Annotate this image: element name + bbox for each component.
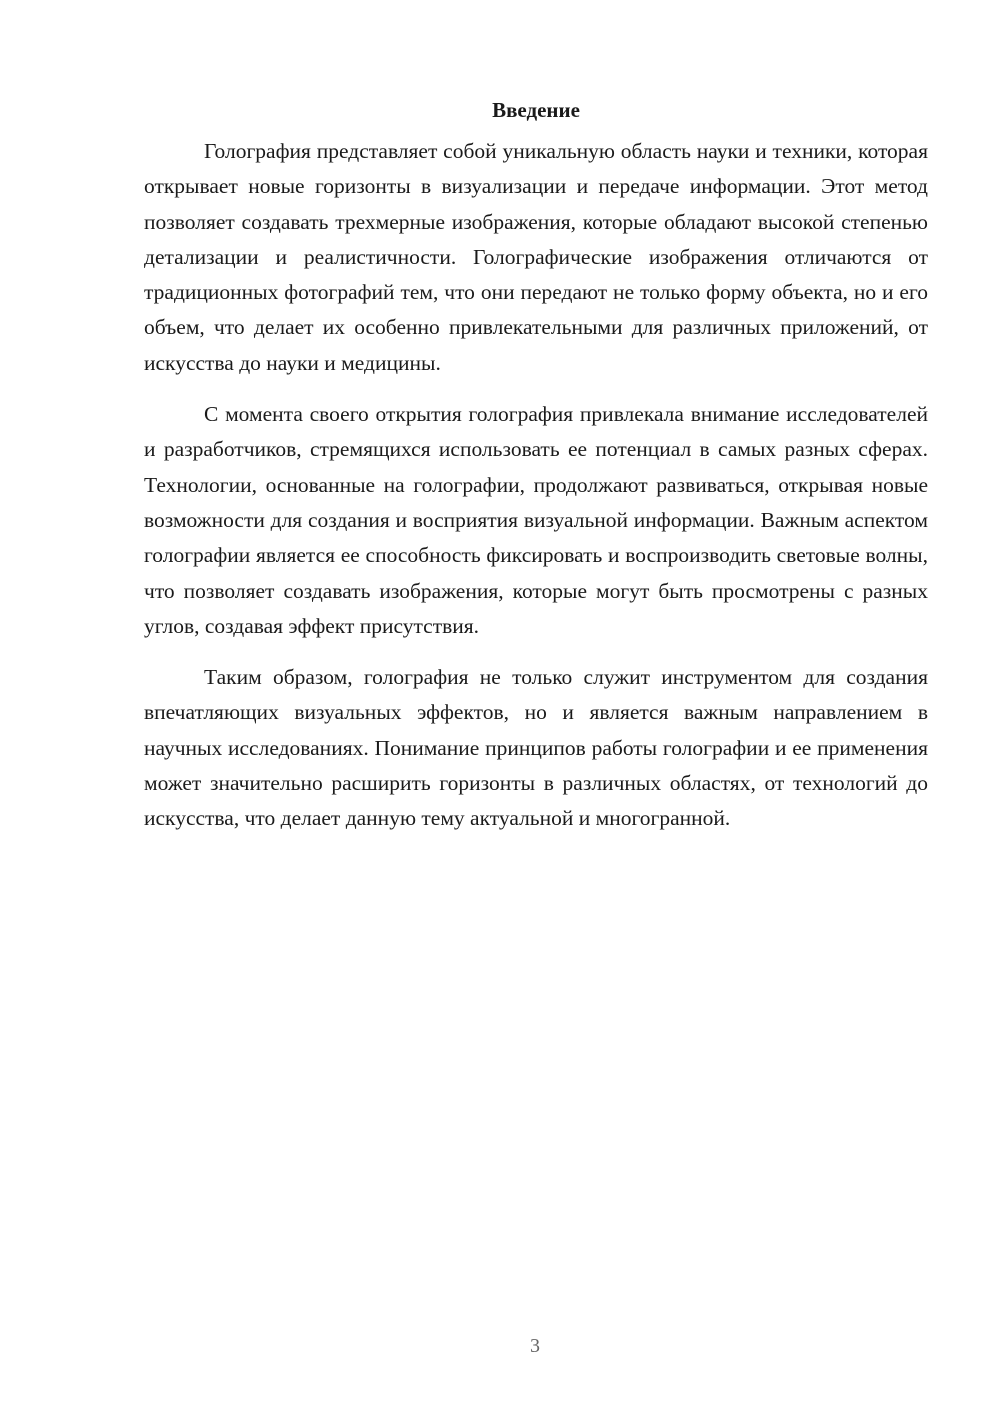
paragraph-conclusion: Таким образом, голография не только служит инструментом для создания впечатляющих визуальных эффектов, но и является важным направлением в научных исследованиях. Понимание принципов работы голографии и ее применения может значительно расширить горизонты в различных областях, от технологий до искусства, что делает данную тему актуальной и многогранной. (144, 665, 928, 831)
section-heading: Введение (492, 98, 580, 122)
paragraph-history: С момента своего открытия голография привлекала внимание исследователей и разработчиков, стремящихся использовать ее потенциал в самых разных сферах. Технологии, основанные на голографии, продолжают развиваться, открывая новые возможности для создания и восприятия визуальной информации. Важным аспектом голографии является ее способность фиксировать и воспроизводить световые волны, что позволяет создавать изображения, которые могут быть просмотрены с разных углов, создавая эффект присутствия. (144, 402, 928, 638)
page-number: 3 (530, 1335, 540, 1357)
paragraph-intro: Голография представляет собой уникальную область науки и техники, которая открывает новые горизонты в визуализации и передаче информации. Этот метод позволяет создавать трехмерные изображения, которые обладают высокой степенью детализации и реалистичности. Голографические изображения отличаются от традиционных фотографий тем, что они передают не только форму объекта, но и его объем, что делает их особенно привлекательными для различных приложений, от искусства до науки и медицины. (144, 139, 928, 375)
page-content (144, 92, 928, 837)
